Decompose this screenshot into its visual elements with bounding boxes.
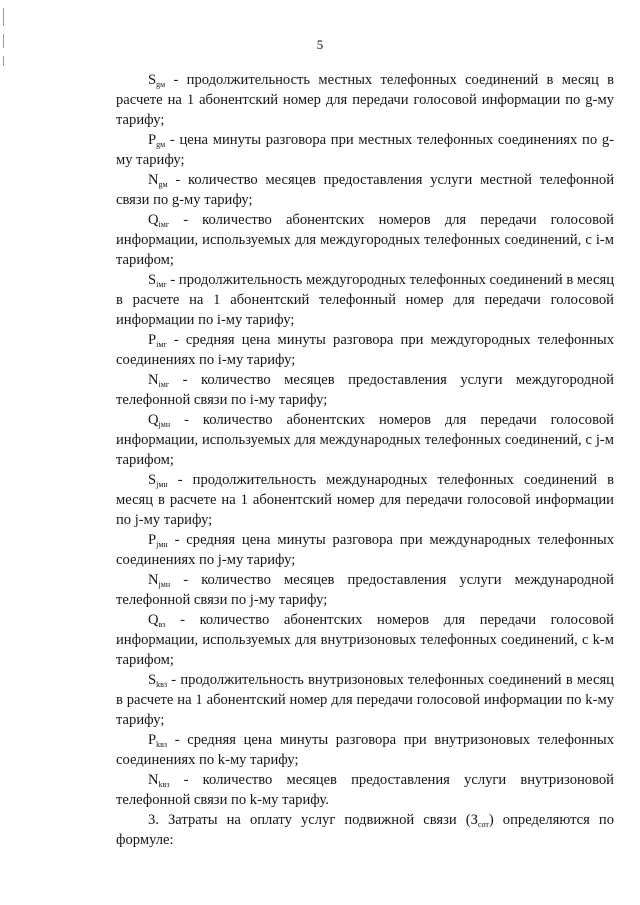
variable-symbol: Q: [148, 412, 159, 428]
definition-paragraph: [116, 210, 614, 270]
variable-subscript: iмг: [158, 380, 170, 389]
definition-paragraph: [116, 670, 614, 730]
definition-paragraph: [116, 470, 614, 530]
variable-symbol: P: [148, 332, 157, 348]
definition-paragraph: [116, 570, 614, 610]
variable-symbol: Q: [148, 612, 159, 628]
variable-subscript: jмн: [158, 580, 171, 589]
variable-symbol: N: [148, 772, 159, 788]
definition-paragraph: [116, 130, 614, 170]
variable-subscript: gм: [156, 140, 166, 149]
definition-text: - количество месяцев предоставления услуги международной телефонной связи по j-му тарифу;: [116, 572, 614, 608]
variable-symbol: P: [148, 132, 157, 148]
variable-symbol: P: [148, 532, 157, 548]
variable-subscript: gм: [158, 180, 168, 189]
variable-subscript: сот: [477, 820, 489, 829]
document-body: [116, 70, 614, 850]
definition-text: - средняя цена минуты разговора при международных телефонных соединениях по j-му тарифу;: [116, 532, 614, 568]
variable-symbol: S: [148, 72, 157, 88]
variable-subscript: iмг: [158, 220, 170, 229]
scan-edge-mark: [3, 56, 4, 66]
definition-paragraph: [116, 70, 614, 130]
variable-symbol: N: [148, 372, 159, 388]
definition-text: - средняя цена минуты разговора при междугородных телефонных соединениях по i-му тарифу;: [116, 332, 614, 368]
definition-text: - продолжительность международных телефонных соединений в месяц в расчете на 1 абонентский номер для передачи голосовой информации по j-му тарифу;: [116, 472, 614, 528]
definition-paragraph: [116, 370, 614, 410]
variable-symbol: P: [148, 732, 157, 748]
variable-subscript: jмн: [156, 480, 168, 489]
variable-subscript: kвз: [158, 780, 170, 789]
section-text: ) определяются по формуле:: [116, 812, 614, 848]
page-number: 5: [316, 37, 324, 52]
definition-text: - продолжительность междугородных телефонных соединений в месяц в расчете на 1 абонентский телефонный номер для передачи голосовой информации по i-му тарифу;: [116, 272, 614, 328]
definition-text: - средняя цена минуты разговора при внутризоновых телефонных соединениях по k-му тарифу;: [116, 732, 614, 768]
variable-subscript: gм: [156, 80, 166, 89]
variable-subscript: jмн: [156, 540, 168, 549]
variable-symbol: S: [148, 672, 157, 688]
definition-paragraph: [116, 170, 614, 210]
definition-paragraph: [116, 530, 614, 570]
definition-paragraph: [116, 410, 614, 470]
variable-subscript: kвз: [156, 740, 168, 749]
definition-text: - цена минуты разговора при местных телефонных соединениях по g-му тарифу;: [116, 132, 614, 168]
variable-symbol: S: [148, 472, 157, 488]
variable-symbol: S: [148, 272, 157, 288]
definition-paragraph: [116, 610, 614, 670]
variable-subscript: вз: [158, 620, 166, 629]
definition-text: - количество абонентских номеров для передачи голосовой информации, используемых для международных телефонных соединений, с j-м тарифом;: [116, 412, 614, 468]
variable-symbol: N: [148, 172, 159, 188]
variable-symbol: N: [148, 572, 159, 588]
definition-text: - продолжительность местных телефонных соединений в месяц в расчете на 1 абонентский номер для передачи голосовой информации по g-му тарифу;: [116, 72, 614, 128]
variable-symbol: Q: [148, 212, 159, 228]
variable-subscript: iмг: [156, 280, 167, 289]
definition-paragraph: [116, 270, 614, 330]
definition-paragraph: [116, 330, 614, 370]
definition-paragraph: [116, 730, 614, 770]
section-paragraph: [116, 810, 614, 850]
definition-text: - количество абонентских номеров для передачи голосовой информации, используемых для внутризоновых телефонных соединений, с k-м тарифом;: [116, 612, 614, 668]
variable-subscript: kвз: [156, 680, 168, 689]
variable-subscript: iмг: [156, 340, 167, 349]
definition-text: - количество месяцев предоставления услуги внутризоновой телефонной связи по k-му тарифу.: [116, 772, 614, 808]
scan-edge-mark: [3, 8, 4, 26]
definition-paragraph: [116, 770, 614, 810]
section-text: 3. Затраты на оплату услуг подвижной связи (З: [148, 812, 478, 828]
definition-text: - количество абонентских номеров для передачи голосовой информации, используемых для междугородных телефонных соединений, с i-м тарифом;: [116, 212, 614, 268]
variable-subscript: jмн: [158, 420, 171, 429]
definition-text: - количество месяцев предоставления услуги местной телефонной связи по g-му тарифу;: [116, 172, 614, 208]
definition-text: - количество месяцев предоставления услуги междугородной телефонной связи по i-му тарифу;: [116, 372, 614, 408]
definition-text: - продолжительность внутризоновых телефонных соединений в месяц в расчете на 1 абонентский номер для передачи голосовой информации по k-му тарифу;: [116, 672, 614, 728]
